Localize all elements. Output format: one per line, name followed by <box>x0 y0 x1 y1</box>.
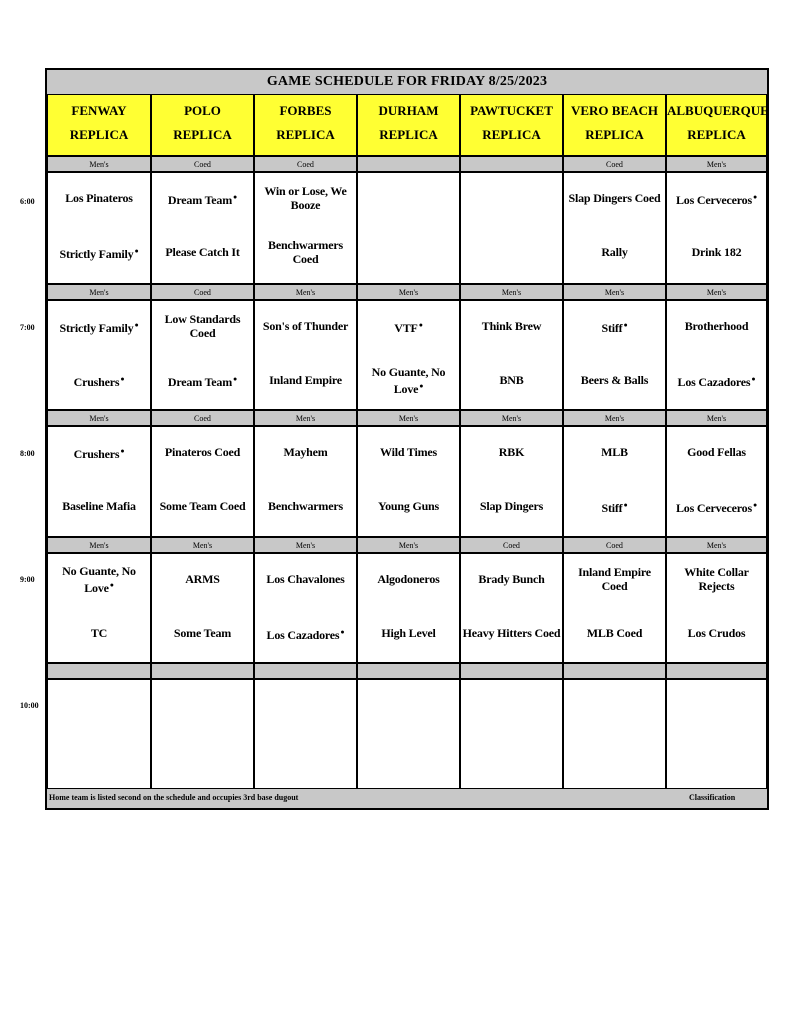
classification-cell: Coed <box>254 156 357 172</box>
classification-cell: Men's <box>357 284 460 300</box>
home-team <box>668 742 765 776</box>
visiting-team <box>359 562 458 596</box>
visiting-team <box>256 309 355 343</box>
classification-cell <box>357 663 460 679</box>
game-cell <box>563 679 666 789</box>
classification-cell <box>47 663 151 679</box>
visiting-team <box>153 181 252 215</box>
game-cell <box>254 553 357 663</box>
home-team <box>153 489 252 523</box>
home-team <box>462 616 561 650</box>
game-cell <box>666 300 767 410</box>
visiting-team <box>153 309 252 343</box>
classification-cell <box>151 663 254 679</box>
game-cell <box>357 300 460 410</box>
team-name: Dream Team● <box>167 192 238 207</box>
team-name: Wild Times <box>379 445 438 459</box>
team-name: Stiff● <box>601 500 628 515</box>
footer-bar <box>47 787 767 808</box>
team-name: Brady Bunch <box>478 572 545 586</box>
team-name: Benchwarmers <box>268 499 343 513</box>
field-name: FENWAY <box>71 103 127 118</box>
home-team <box>565 363 664 397</box>
game-cell <box>460 300 563 410</box>
team-name: Pinateros Coed <box>164 445 241 459</box>
home-team <box>462 489 561 523</box>
team-name: Crushers● <box>73 446 125 461</box>
classification-cell: Coed <box>151 410 254 426</box>
visiting-team <box>462 562 561 596</box>
visiting-team <box>153 688 252 722</box>
marker-dot-icon: ● <box>623 320 628 329</box>
home-team <box>359 489 458 523</box>
game-cell <box>47 172 151 284</box>
schedule-table <box>45 68 769 810</box>
home-team <box>256 235 355 269</box>
team-name: Mayhem <box>283 445 328 459</box>
game-cell <box>254 172 357 284</box>
home-team <box>49 742 149 776</box>
classification-cell: Men's <box>563 410 666 426</box>
game-cell <box>460 172 563 284</box>
game-cell <box>151 553 254 663</box>
team-name: Think Brew <box>481 319 542 333</box>
game-cell <box>666 426 767 537</box>
marker-dot-icon: ● <box>752 500 757 509</box>
classification-cell: Men's <box>151 537 254 553</box>
marker-dot-icon: ● <box>120 374 125 383</box>
classification-cell: Men's <box>47 284 151 300</box>
time-slot-label: 9:00 <box>20 575 35 584</box>
team-name: Los Cazadores● <box>266 627 345 642</box>
visiting-team <box>462 435 561 469</box>
home-team <box>462 363 561 397</box>
visiting-team <box>668 688 765 722</box>
classification-cell <box>254 663 357 679</box>
page-title: GAME SCHEDULE FOR FRIDAY 8/25/2023 <box>47 70 767 94</box>
game-cell <box>563 172 666 284</box>
visiting-team <box>668 309 765 343</box>
team-name: Slap Dingers Coed <box>568 191 661 205</box>
team-name: BNB <box>499 373 524 387</box>
home-team <box>565 616 664 650</box>
time-slot-label: 8:00 <box>20 449 35 458</box>
classification-cell: Men's <box>666 410 767 426</box>
classification-cell: Coed <box>460 537 563 553</box>
game-cell <box>357 172 460 284</box>
field-header <box>357 94 460 156</box>
team-name: VTF● <box>394 320 423 335</box>
home-team <box>153 742 252 776</box>
home-team <box>49 616 149 650</box>
visiting-team <box>359 309 458 343</box>
visiting-team <box>668 562 765 596</box>
classification-cell: Men's <box>47 156 151 172</box>
marker-dot-icon: ● <box>109 580 114 589</box>
team-name: TC <box>90 626 108 640</box>
classification-cell: Men's <box>563 284 666 300</box>
team-name: Inland Empire Coed <box>578 565 651 593</box>
home-team <box>359 616 458 650</box>
team-name: Dream Team● <box>167 374 238 389</box>
visiting-team <box>256 181 355 215</box>
team-name: Drink 182 <box>691 245 742 259</box>
home-team <box>359 235 458 269</box>
classification-cell <box>460 663 563 679</box>
game-cell <box>460 553 563 663</box>
game-cell <box>47 300 151 410</box>
visiting-team <box>565 435 664 469</box>
marker-dot-icon: ● <box>340 627 345 636</box>
game-cell <box>666 553 767 663</box>
marker-dot-icon: ● <box>233 374 238 383</box>
time-slot-label: 10:00 <box>20 701 39 710</box>
classification-cell <box>666 663 767 679</box>
team-name: Benchwarmers Coed <box>268 238 343 266</box>
team-name: Los Crudos <box>687 626 746 640</box>
game-cell <box>357 679 460 789</box>
marker-dot-icon: ● <box>623 500 628 509</box>
game-cell <box>151 679 254 789</box>
home-team <box>565 742 664 776</box>
visiting-team <box>153 562 252 596</box>
visiting-team <box>359 435 458 469</box>
visiting-team <box>565 181 664 215</box>
classification-cell: Coed <box>563 156 666 172</box>
home-team <box>462 742 561 776</box>
game-cell <box>47 426 151 537</box>
visiting-team <box>668 435 765 469</box>
visiting-team <box>359 688 458 722</box>
team-name: Los Cazadores● <box>677 374 756 389</box>
field-subtitle: REPLICA <box>687 127 746 142</box>
team-name: MLB Coed <box>586 626 643 640</box>
classification-cell: Men's <box>460 410 563 426</box>
home-team <box>153 363 252 397</box>
team-name: Beers & Balls <box>580 373 649 387</box>
team-name: Stiff● <box>601 320 628 335</box>
team-name: Slap Dingers <box>479 499 544 513</box>
team-name: No Guante, No Love● <box>62 563 136 595</box>
team-name: Algodoneros <box>377 572 440 586</box>
game-cell <box>151 426 254 537</box>
field-header <box>666 94 767 156</box>
field-subtitle: REPLICA <box>585 127 644 142</box>
team-name: MLB <box>601 445 628 459</box>
time-slot-label: 7:00 <box>20 323 35 332</box>
team-name: Baseline Mafia <box>62 499 136 513</box>
visiting-team <box>565 309 664 343</box>
classification-cell: Coed <box>563 537 666 553</box>
visiting-team <box>565 688 664 722</box>
visiting-team <box>49 181 149 215</box>
marker-dot-icon: ● <box>751 374 756 383</box>
classification-legend: Classification <box>689 793 736 802</box>
time-slot-label: 6:00 <box>20 197 35 206</box>
home-team <box>49 489 149 523</box>
visiting-team <box>359 181 458 215</box>
game-cell <box>666 679 767 789</box>
field-subtitle: REPLICA <box>379 127 438 142</box>
team-name: Win or Lose, We Booze <box>264 184 347 212</box>
classification-cell: Men's <box>357 537 460 553</box>
field-header <box>47 94 151 156</box>
team-name: Strictly Family● <box>59 320 139 335</box>
visiting-team <box>49 562 149 596</box>
team-name: RBK <box>498 445 525 459</box>
game-cell <box>47 679 151 789</box>
visiting-team <box>565 562 664 596</box>
field-header <box>254 94 357 156</box>
home-team <box>565 489 664 523</box>
game-cell <box>254 679 357 789</box>
team-name: Strictly Family● <box>59 246 139 261</box>
home-team <box>256 363 355 397</box>
visiting-team <box>462 688 561 722</box>
team-name: Son's of Thunder <box>262 319 349 333</box>
game-cell <box>460 426 563 537</box>
home-team <box>256 489 355 523</box>
game-cell <box>47 553 151 663</box>
team-name: Inland Empire <box>269 373 342 387</box>
home-team <box>256 742 355 776</box>
classification-cell: Men's <box>47 537 151 553</box>
team-name: Los Cerveceros● <box>676 192 757 207</box>
team-name: Los Cerveceros● <box>676 500 757 515</box>
visiting-team <box>49 309 149 343</box>
team-name: Low Standards Coed <box>164 312 241 340</box>
marker-dot-icon: ● <box>418 320 423 329</box>
game-cell <box>357 553 460 663</box>
team-name: Rally <box>601 245 628 259</box>
game-cell <box>254 300 357 410</box>
home-team <box>668 489 765 523</box>
marker-dot-icon: ● <box>120 446 125 455</box>
field-subtitle: REPLICA <box>482 127 541 142</box>
classification-cell: Men's <box>666 537 767 553</box>
team-name: Young Guns <box>377 499 440 513</box>
field-subtitle: REPLICA <box>276 127 335 142</box>
field-name: POLO <box>184 103 221 118</box>
home-team <box>462 235 561 269</box>
field-subtitle: REPLICA <box>173 127 232 142</box>
home-team <box>256 616 355 650</box>
classification-cell: Men's <box>666 284 767 300</box>
marker-dot-icon: ● <box>134 246 139 255</box>
classification-cell: Men's <box>460 284 563 300</box>
team-name: Please Catch It <box>165 245 240 259</box>
field-name: FORBES <box>279 103 332 118</box>
field-name: DURHAM <box>378 103 439 118</box>
classification-cell <box>563 663 666 679</box>
home-team <box>49 235 149 269</box>
game-cell <box>357 426 460 537</box>
home-team <box>359 363 458 397</box>
classification-cell: Men's <box>47 410 151 426</box>
field-subtitle: REPLICA <box>69 127 129 142</box>
team-name: Crushers● <box>73 374 125 389</box>
game-cell <box>563 553 666 663</box>
game-cell <box>151 300 254 410</box>
visiting-team <box>462 309 561 343</box>
team-name: Brotherhood <box>684 319 749 333</box>
home-team <box>153 235 252 269</box>
team-name: Los Pinateros <box>65 191 133 205</box>
marker-dot-icon: ● <box>233 192 238 201</box>
visiting-team <box>153 435 252 469</box>
field-name: ALBUQUERQUE <box>667 103 769 118</box>
team-name: Heavy Hitters Coed <box>462 626 561 640</box>
marker-dot-icon: ● <box>134 320 139 329</box>
team-name: Some Team <box>173 626 232 640</box>
classification-cell: Men's <box>666 156 767 172</box>
field-header <box>460 94 563 156</box>
visiting-team <box>256 688 355 722</box>
home-team <box>668 235 765 269</box>
game-cell <box>254 426 357 537</box>
home-team <box>153 616 252 650</box>
game-cell <box>563 426 666 537</box>
team-name: No Guante, No Love● <box>371 364 446 396</box>
home-team-note: Home team is listed second on the schedule and occupies 3rd base dugout <box>49 793 299 802</box>
classification-cell: Men's <box>254 537 357 553</box>
team-name: White Collar Rejects <box>684 565 749 593</box>
visiting-team <box>668 181 765 215</box>
home-team <box>668 363 765 397</box>
team-name: High Level <box>381 626 436 640</box>
game-cell <box>666 172 767 284</box>
marker-dot-icon: ● <box>752 192 757 201</box>
home-team <box>49 363 149 397</box>
game-cell <box>563 300 666 410</box>
visiting-team <box>49 688 149 722</box>
classification-cell <box>357 156 460 172</box>
team-name: Some Team Coed <box>159 499 246 513</box>
field-header <box>151 94 254 156</box>
home-team <box>668 616 765 650</box>
classification-cell <box>460 156 563 172</box>
classification-cell: Men's <box>357 410 460 426</box>
visiting-team <box>49 435 149 469</box>
team-name: Good Fellas <box>687 445 746 459</box>
field-name: PAWTUCKET <box>470 103 553 118</box>
marker-dot-icon: ● <box>419 381 424 390</box>
field-name: VERO BEACH <box>570 103 659 118</box>
field-header <box>563 94 666 156</box>
team-name: Los Chavalones <box>266 572 345 586</box>
classification-cell: Coed <box>151 156 254 172</box>
classification-cell: Coed <box>151 284 254 300</box>
visiting-team <box>256 435 355 469</box>
classification-cell: Men's <box>254 284 357 300</box>
game-cell <box>151 172 254 284</box>
visiting-team <box>256 562 355 596</box>
classification-cell: Men's <box>254 410 357 426</box>
visiting-team <box>462 181 561 215</box>
home-team <box>359 742 458 776</box>
home-team <box>565 235 664 269</box>
team-name: ARMS <box>185 572 220 586</box>
game-cell <box>460 679 563 789</box>
